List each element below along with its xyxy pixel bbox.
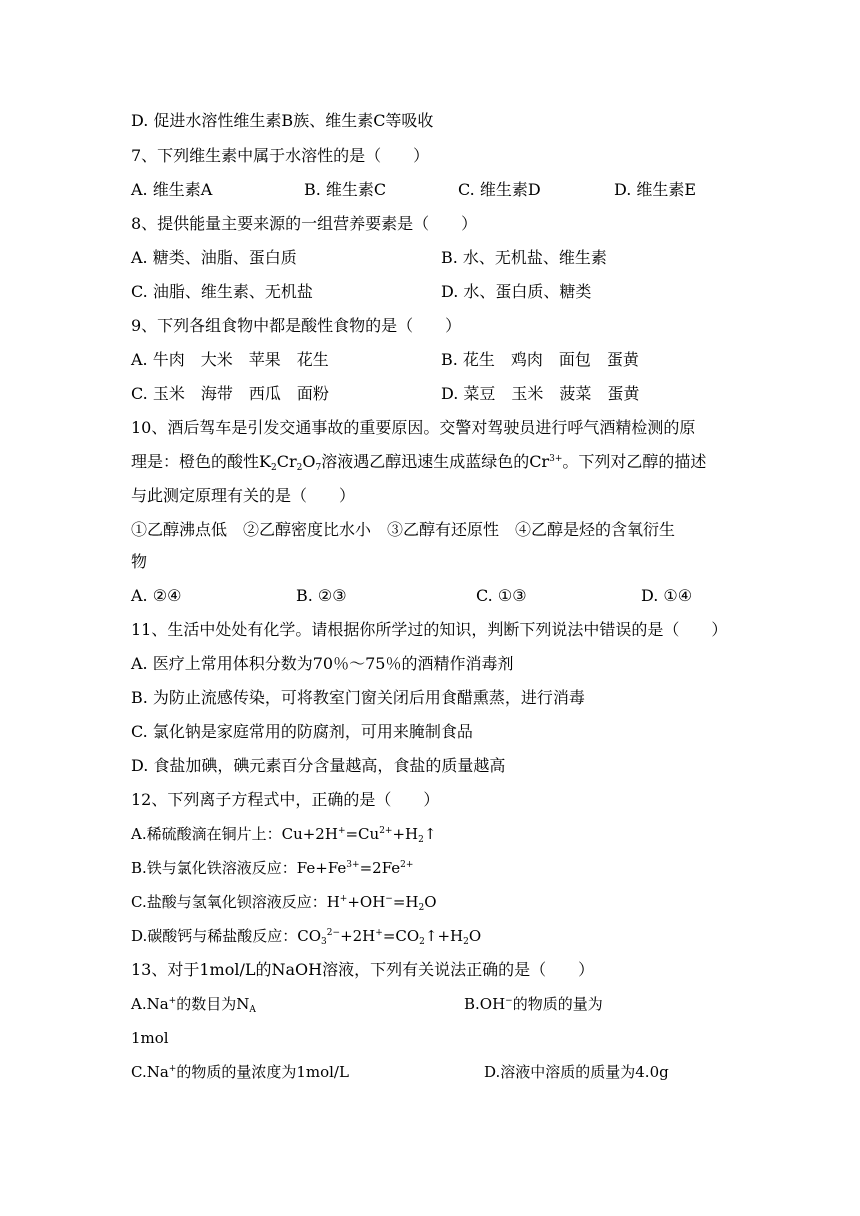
q9-option-b: B. 花生 鸡肉 面包 蛋黄 — [441, 350, 639, 369]
q11-option-c: C. 氯化钠是家庭常用的防腐剂，可用来腌制食品 — [131, 722, 473, 741]
q9-stem: 9、下列各组食物中都是酸性食物的是（ ） — [131, 316, 462, 335]
q11-option-b: B. 为防止流感传染，可将教室门窗关闭后用食醋熏蒸，进行消毒 — [131, 688, 585, 707]
q11-option-d: D. 食盐加碘，碘元素百分含量越高，食盐的质量越高 — [131, 756, 506, 775]
q7-option-b: B. 维生素C — [304, 180, 387, 199]
q8-option-a: A. 糖类、油脂、蛋白质 — [131, 248, 297, 267]
q12-option-a: A.稀硫酸滴在铜片上：$Cu+2H^+=Cu^{2+}+H_2↑$ — [131, 825, 437, 845]
q10-option-b: B. ②③ — [296, 586, 347, 605]
q13-stem: 13、对于1mol/L的NaOH溶液，下列有关说法正确的是（ ） — [131, 960, 595, 979]
q12-option-b: B.铁与氯化铁溶液反应：$Fe+Fe^{3+}=2Fe^{2+}$ — [131, 859, 414, 877]
q8-option-c: C. 油脂、维生素、无机盐 — [131, 282, 313, 301]
q8-stem: 8、提供能量主要来源的一组营养要素是（ ） — [131, 214, 478, 233]
q13-option-b: B.OH−的物质的量为 — [464, 995, 603, 1013]
q13-option-b-cont: 1mol — [131, 1029, 169, 1047]
q10-option-d: D. ①④ — [641, 586, 693, 605]
q7-option-a: A. 维生素A — [131, 180, 213, 199]
q9-option-c: C. 玉米 海带 西瓜 面粉 — [131, 384, 329, 403]
q11-option-a: A. 医疗上常用体积分数为70％～75％的酒精作消毒剂 — [131, 654, 514, 673]
q10-stem-line1: 10、酒后驾车是引发交通事故的重要原因。交警对驾驶员进行呼气酒精检测的原 — [131, 418, 696, 437]
q11-stem: 11、生活中处处有化学。请根据你所学过的知识，判断下列说法中错误的是（ ） — [131, 620, 728, 639]
q13-option-c: C.Na+的物质的量浓度为1mol/L — [131, 1063, 349, 1081]
q9-option-a: A. 牛肉 大米 苹果 花生 — [131, 350, 329, 369]
q12-option-c: C.盐酸与氢氧化钡溶液反应：$H^++OH^-=H_2O$ — [131, 893, 437, 913]
q10-option-c: C. ①③ — [476, 586, 527, 605]
q10-statements: ①乙醇沸点低 ②乙醇密度比水小 ③乙醇有还原性 ④乙醇是烃的含氧衍生 — [131, 520, 676, 539]
q9-option-d: D. 菜豆 玉米 菠菜 蛋黄 — [441, 384, 640, 403]
q7-option-d: D. 维生素E — [614, 180, 697, 199]
q12-option-d: D.碳酸钙与稀盐酸反应：$CO_3^{2-}+2H^+=CO_2↑+H_2O$ — [131, 927, 482, 947]
q10-stem-line2: 理是：橙色的酸性$K_2Cr_2O_7$溶液遇乙醇迅速生成蓝绿色的$Cr^{3+}$。下列对乙醇的描述 — [131, 452, 707, 473]
q8-option-d: D. 水、蛋白质、糖类 — [441, 282, 592, 301]
q10-stem-line3: 与此测定原理有关的是（ ） — [131, 486, 356, 505]
q6-option-d: D. 促进水溶性维生素B族、维生素C等吸收 — [131, 111, 434, 130]
q12-stem: 12、下列离子方程式中，正确的是（ ） — [131, 790, 440, 809]
q7-stem: 7、下列维生素中属于水溶性的是（ ） — [131, 146, 430, 165]
q13-option-d: D.溶液中溶质的质量为4.0g — [484, 1063, 669, 1081]
q10-option-a: A. ②④ — [131, 586, 182, 605]
q8-option-b: B. 水、无机盐、维生素 — [441, 248, 607, 267]
q7-option-c: C. 维生素D — [458, 180, 541, 199]
q10-statements-cont: 物 — [131, 552, 148, 571]
q13-option-a: A.Na+的数目为$N_A$ — [131, 995, 256, 1015]
